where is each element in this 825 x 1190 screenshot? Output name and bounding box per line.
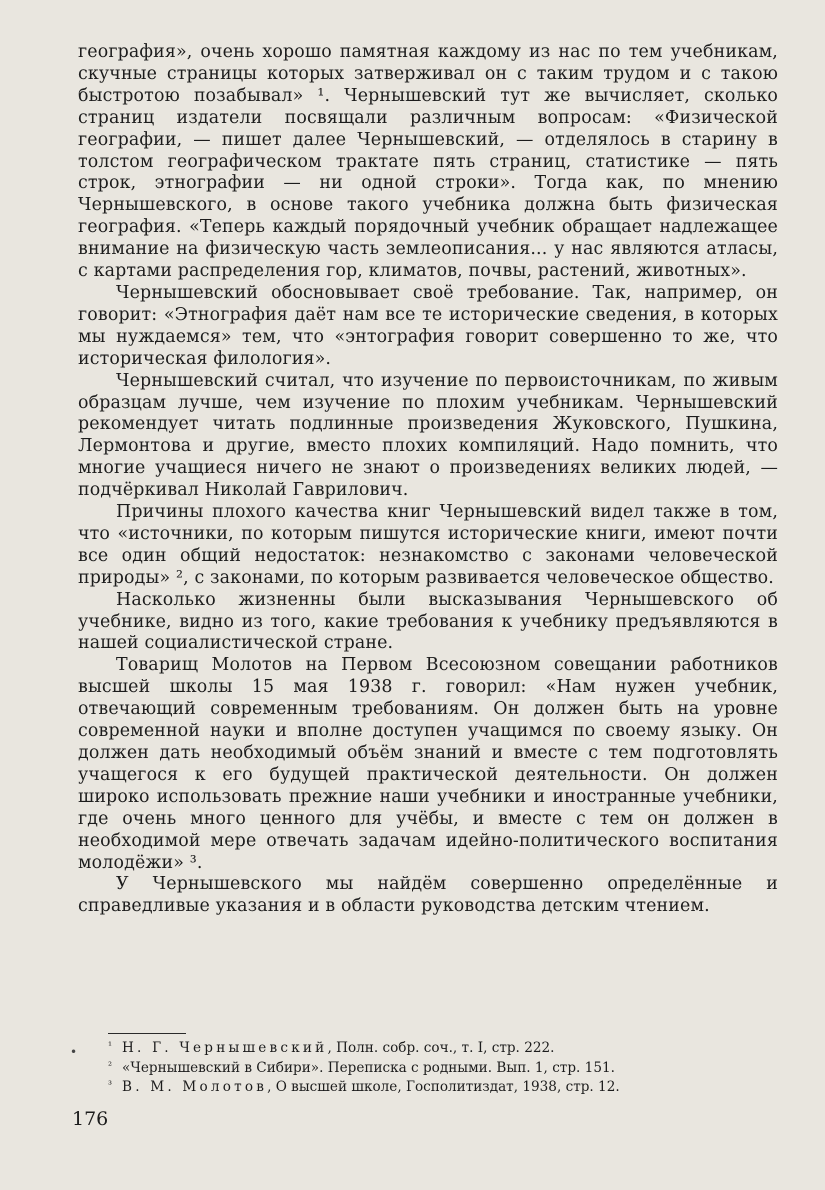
footnote-marker: ² — [108, 1060, 113, 1072]
footnote-divider — [108, 1033, 186, 1034]
paragraph: У Чернышевского мы найдём совершенно определённые и справедливые указания и в области руководства детским чтением. — [78, 874, 778, 917]
footnote-author: В. М. Молотов — [122, 1079, 268, 1095]
paragraph: Чернышевский обосновывает своё требование. Так, например, он говорит: «Этнография даёт нам все те исторические сведения, в которых мы нуждаемся» тем, что «энтография говорит совершенно то же, что историческая филология». — [78, 282, 778, 369]
paragraph: Чернышевский считал, что изучение по первоисточникам, по живым образцам лучше, чем изучение по плохим учебникам. Чернышевский рекомендует читать подлинные произведения Жуковского, Пушкина, Лермонтова и другие, вместо плохих компиляций. Надо помнить, что многие учащиеся ничего не знают о произведениях великих людей, — подчёркивал Николай Гаврилович. — [78, 370, 778, 501]
footnote-text: «Чернышевский в Сибири». Переписка с родными. Вып. 1, стр. 151. — [122, 1059, 615, 1076]
footnote — [108, 1058, 768, 1078]
footnote — [108, 1077, 768, 1097]
footnote-text: , О высшей школе, Госполитиздат, 1938, стр. 12. — [267, 1079, 620, 1095]
main-text — [78, 42, 778, 918]
paragraph: Причины плохого качества книг Чернышевский видел также в том, что «источники, по которым пишутся исторические книги, имеют почти все один общий недостаток: незнакомство с законами человеческой природы» ², с законами, по которым развивается человеческое общество. — [78, 502, 778, 588]
footnote-author: Н. Г. Чернышевский — [122, 1040, 328, 1056]
margin-dot: • — [70, 1045, 78, 1059]
footnote-marker: ³ — [108, 1080, 113, 1091]
paragraph: Товарищ Молотов на Первом Всесоюзном совещании работников высшей школы 15 мая 1938 г. говорил: «Нам нужен учебник, отвечающий современным требованиям. Он должен быть на уровне современной науки и вполне доступен учащимся по своему языку. Он должен дать необходимый объём знаний и вместе с тем подготовлять учащегося к его будущей практической деятельности. Он должен широко использовать прежние наши учебники и иностранные учебники, где очень много ценного для учёбы, и вместе с тем он должен в необходимой мере отвечать задачам идейно-политического воспитания молодёжи» ³. — [78, 655, 778, 873]
footnote-marker: ¹ — [108, 1041, 113, 1052]
footnotes — [108, 1038, 768, 1097]
footnote — [108, 1038, 768, 1058]
paragraph: Насколько жизненны были высказывания Чернышевского об учебнике, видно из того, какие требования к учебнику предъявляются в нашей социалистической стране. — [78, 589, 778, 654]
footnote-text: , Полн. собр. соч., т. I, стр. 222. — [327, 1040, 555, 1056]
paragraph-continued: география», очень хорошо памятная каждому из нас по тем учебникам, скучные страницы которых затверживал он с таким трудом и с такою быстротою позабывал» ¹. Чернышевский тут же вычисляет, сколько страниц издатели посвящали различным вопросам: «Физической географии, — пишет далее Чернышевский, — отделялось в старину в толстом географическом трактате пять страниц, статистике — пять строк, этнографии — ни одной строки». Тогда как, по мнению Чернышевского, в основе такого учебника должна быть физическая география. «Теперь каждый порядочный учебник обращает надлежащее внимание на физическую часть землеописания... у нас являются атласы, с картами распределения гор, климатов, почвы, растений, животных». — [78, 42, 778, 282]
page-number: 176 — [72, 1108, 109, 1130]
